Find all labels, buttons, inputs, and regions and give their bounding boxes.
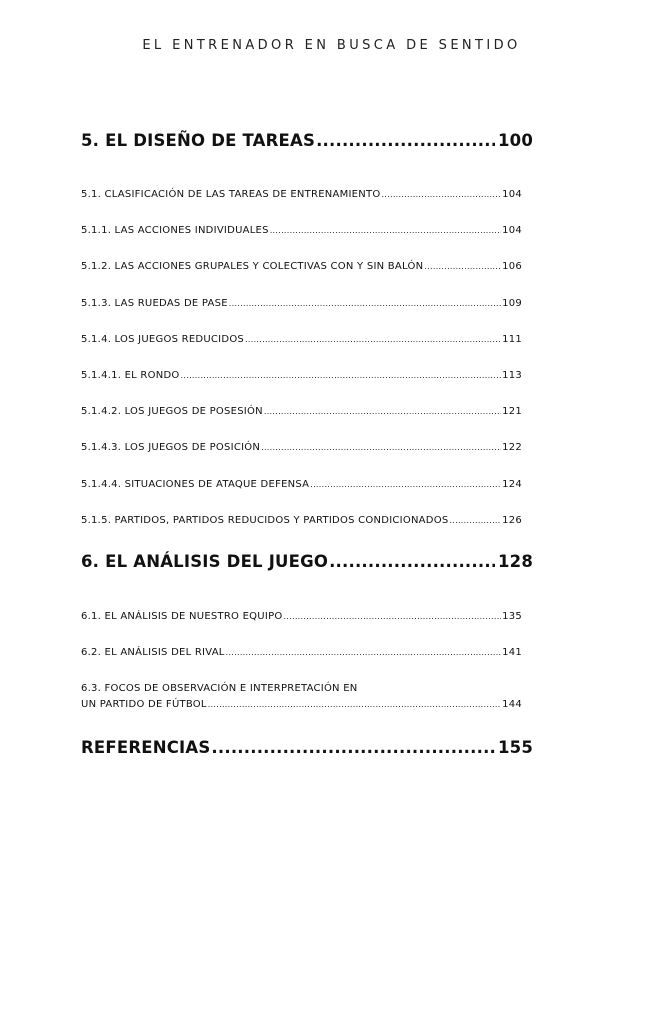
toc-section-5-1-4[interactable]: [81, 334, 522, 345]
toc-page-number: 141: [502, 647, 522, 658]
toc-page-number: 128: [497, 552, 533, 571]
toc-entry-title: 5.1.4.4. SITUACIONES DE ATAQUE DEFENSA: [81, 479, 310, 490]
toc-section-6-2[interactable]: [81, 647, 522, 658]
toc-leader-dots: [449, 516, 501, 525]
toc-page-number: 155: [497, 738, 533, 757]
toc-page-number: 109: [502, 298, 522, 309]
toc-entry-title: 5.1.4.2. LOS JUEGOS DE POSESIÓN: [81, 406, 263, 417]
toc-leader-dots: [245, 335, 501, 344]
toc-section-5-1-4-1[interactable]: [81, 370, 522, 381]
toc-page-number: 135: [502, 611, 522, 622]
toc-section-5-1-4-4[interactable]: [81, 479, 522, 490]
toc-chapter-5[interactable]: [81, 131, 533, 150]
toc-leader-dots: [261, 443, 501, 452]
toc-section-6-1[interactable]: [81, 611, 522, 622]
toc-entry-title: REFERENCIAS: [81, 738, 211, 757]
toc-leader-dots: [229, 299, 501, 308]
toc-entry-title: 5.1. CLASIFICACIÓN DE LAS TAREAS DE ENTRENAMIENTO: [81, 189, 381, 200]
toc-page-number: 126: [502, 515, 522, 526]
toc-section-5-1-3[interactable]: [81, 298, 522, 309]
toc-page-number: 113: [502, 370, 522, 381]
running-header: EL ENTRENADOR EN BUSCA DE SENTIDO: [142, 38, 521, 53]
toc-entry-title: 5.1.5. PARTIDOS, PARTIDOS REDUCIDOS Y PARTIDOS CONDICIONADOS: [81, 515, 449, 526]
toc-leader-dots: [264, 407, 501, 416]
toc-page-number: 100: [497, 131, 533, 150]
toc-leader-dots: [424, 262, 501, 271]
toc-leader-dots: [211, 738, 495, 757]
toc-entry-title-line1: 6.3. FOCOS DE OBSERVACIÓN E INTERPRETACIÓN EN: [81, 683, 358, 694]
toc-leader-dots: [226, 648, 502, 657]
toc-entry-title: 5.1.3. LAS RUEDAS DE PASE: [81, 298, 228, 309]
toc-section-5-1[interactable]: [81, 189, 522, 200]
toc-leader-dots: [316, 131, 495, 150]
toc-entry-title: 6.1. EL ANÁLISIS DE NUESTRO EQUIPO: [81, 611, 283, 622]
toc-section-5-1-4-3[interactable]: [81, 442, 522, 453]
toc-entry-title: 5. EL DISEÑO DE TAREAS: [81, 131, 316, 150]
toc-entry-title: 6. EL ANÁLISIS DEL JUEGO: [81, 552, 329, 571]
toc-page-number: 144: [502, 699, 522, 710]
toc-entry-title: 5.1.1. LAS ACCIONES INDIVIDUALES: [81, 225, 269, 236]
toc-page-number: 124: [502, 479, 522, 490]
toc-entry-title-line2: UN PARTIDO DE FÚTBOL: [81, 699, 207, 710]
toc-entry-title: 5.1.4.3. LOS JUEGOS DE POSICIÓN: [81, 442, 261, 453]
toc-section-5-1-1[interactable]: [81, 225, 522, 236]
toc-section-6-3[interactable]: [81, 683, 522, 710]
toc-leader-dots: [329, 552, 495, 571]
toc-entry-title: 5.1.4. LOS JUEGOS REDUCIDOS: [81, 334, 245, 345]
toc-section-5-1-2[interactable]: [81, 261, 522, 272]
toc-page-number: 104: [502, 225, 522, 236]
toc-leader-dots: [381, 190, 501, 199]
toc-page-number: 121: [502, 406, 522, 417]
toc-leader-dots: [208, 700, 501, 709]
toc-section-5-1-4-2[interactable]: [81, 406, 522, 417]
toc-page-number: 122: [502, 442, 522, 453]
toc-entry-title: 6.2. EL ANÁLISIS DEL RIVAL: [81, 647, 225, 658]
toc-references[interactable]: [81, 738, 533, 757]
toc-entry-title: 5.1.2. LAS ACCIONES GRUPALES Y COLECTIVAS CON Y SIN BALÓN: [81, 261, 424, 272]
toc-page-number: 106: [502, 261, 522, 272]
toc-section-5-1-5[interactable]: [81, 515, 522, 526]
toc-page-number: 111: [502, 334, 522, 345]
toc-leader-dots: [181, 371, 502, 380]
toc-page-number: 104: [502, 189, 522, 200]
toc-leader-dots: [310, 480, 501, 489]
toc-entry-title: 5.1.4.1. EL RONDO: [81, 370, 180, 381]
toc-chapter-6[interactable]: [81, 552, 533, 571]
toc-leader-dots: [283, 612, 501, 621]
toc-leader-dots: [270, 226, 501, 235]
